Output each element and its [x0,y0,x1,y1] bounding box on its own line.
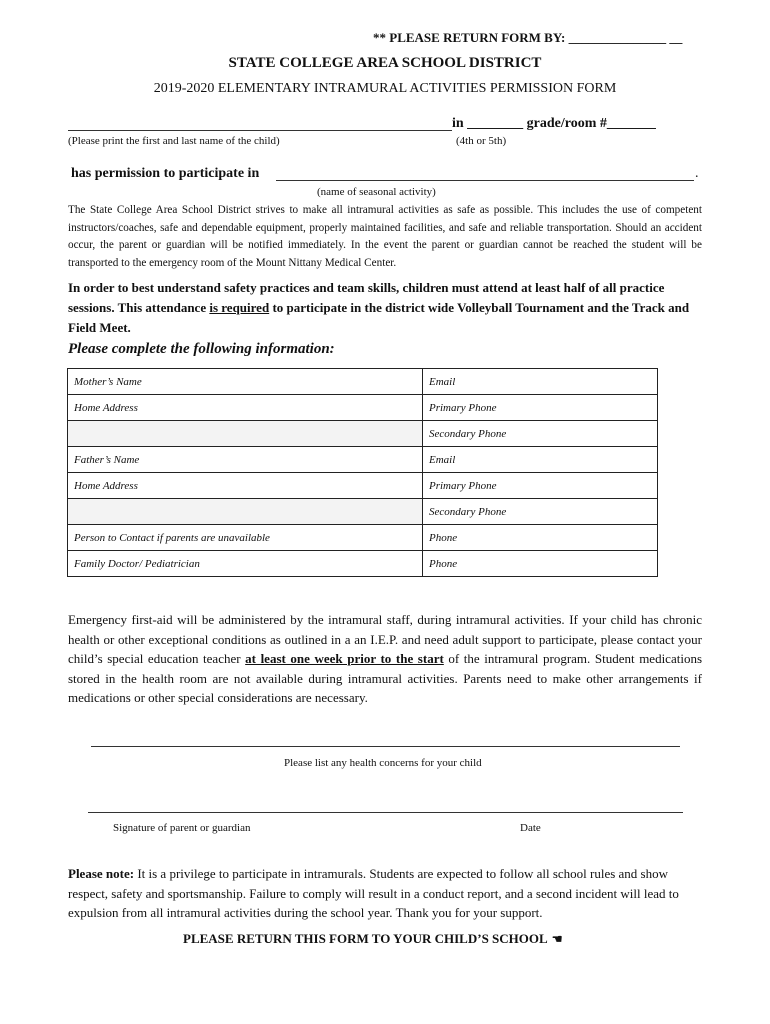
grade-hint: (4th or 5th) [456,135,507,147]
father-address-continued-field[interactable] [68,499,423,525]
signature-date-field[interactable] [88,812,683,813]
attendance-emphasis: is required [209,300,270,315]
parent-info-table [67,368,658,577]
mother-address-continued-field[interactable] [68,421,423,447]
mother-secondary-phone-field[interactable]: Secondary Phone [423,421,658,447]
attendance-text-2: to participate in the district wide Volleyball Tournament and the Track and Field Meet. [68,300,690,335]
table-row [68,525,658,551]
emergency-text-1: Emergency first-aid will be administered by the intramural staff, during intramural activities. If your child has chronic health or other exceptional conditions as outlined in a an I.E.P. and need adult support to participate, please contact your child’s special education teacher [68,612,702,666]
table-row [68,473,658,499]
table-row [68,499,658,525]
child-name-field[interactable] [68,130,452,131]
father-email-field[interactable]: Email [423,447,658,473]
mothers-name-field[interactable]: Mother’s Name [68,369,423,395]
mother-primary-phone-field[interactable]: Primary Phone [423,395,658,421]
table-row [68,551,658,577]
health-concerns-field[interactable] [91,746,680,747]
contact-phone-field[interactable]: Phone [423,525,658,551]
father-home-address-field[interactable]: Home Address [68,473,423,499]
activity-name-field[interactable] [276,180,694,181]
return-to-school-line [183,931,562,947]
form-title: 2019-2020 ELEMENTARY INTRAMURAL ACTIVITIES PERMISSION FORM [153,81,617,96]
note-text: It is a privilege to participate in intramurals. Students are expected to follow all school rules and show respect, safety and sportsmanship. Failure to comply will result in a conduct report, and a second incident will lead to expulsion from all intramural activities during the school year. Thank you for your support. [68,866,679,920]
emergency-paragraph [68,610,702,708]
table-row [68,421,658,447]
return-to-school-text: PLEASE RETURN THIS FORM TO YOUR CHILD’S SCHOOL [183,931,548,946]
info-heading: Please complete the following information: [68,341,335,357]
grade-room-line: in ________ grade/room #_______ [452,116,656,131]
activity-line-end: . [695,166,699,181]
note-paragraph [68,864,702,923]
family-doctor-field[interactable]: Family Doctor/ Pediatrician [68,551,423,577]
father-primary-phone-field[interactable]: Primary Phone [423,473,658,499]
activity-hint: (name of seasonal activity) [317,186,436,198]
signature-label: Signature of parent or guardian [113,822,251,834]
safety-paragraph: The State College Area School District strives to make all intramural activities as safe as possible. This includes the use of competent instructors/coaches, safe and dependable equipment, properly maintained facilities, and safe and reliable transportation. Should an accident occur, the parent or guardian will be notified immediately. In the event the parent or guardian cannot be reached the student will be transported to the emergency room of the Mount Nittany Medical Center. [68,204,702,269]
date-label: Date [520,822,541,834]
note-label: Please note: [68,866,135,881]
return-by-line: ** PLEASE RETURN FORM BY: _______________ __ [373,30,683,45]
mother-email-field[interactable]: Email [423,369,658,395]
doctor-phone-field[interactable]: Phone [423,551,658,577]
table-row [68,369,658,395]
emergency-text-2: of the intramural program. Student medications stored in the health room are not available during intramural activities. Parents need to make other arrangements if medications or other special considerations are necessary. [68,651,703,705]
pointing-hand-icon: ☚ [551,932,563,946]
health-concerns-label: Please list any health concerns for your child [284,757,482,769]
district-title: STATE COLLEGE AREA SCHOOL DISTRICT [228,55,542,71]
attendance-paragraph [68,278,702,338]
table-row [68,395,658,421]
fathers-name-field[interactable]: Father’s Name [68,447,423,473]
emergency-emphasis: at least one week prior to the start [245,651,444,666]
permission-label: has permission to participate in [71,166,260,181]
mother-home-address-field[interactable]: Home Address [68,395,423,421]
child-name-hint: (Please print the first and last name of the child) [68,135,280,147]
father-secondary-phone-field[interactable]: Secondary Phone [423,499,658,525]
table-row [68,447,658,473]
attendance-text-1: In order to best understand safety practices and team skills, children must attend at least half of all practice sessions. This attendance [68,280,665,315]
contact-person-field[interactable]: Person to Contact if parents are unavailable [68,525,423,551]
